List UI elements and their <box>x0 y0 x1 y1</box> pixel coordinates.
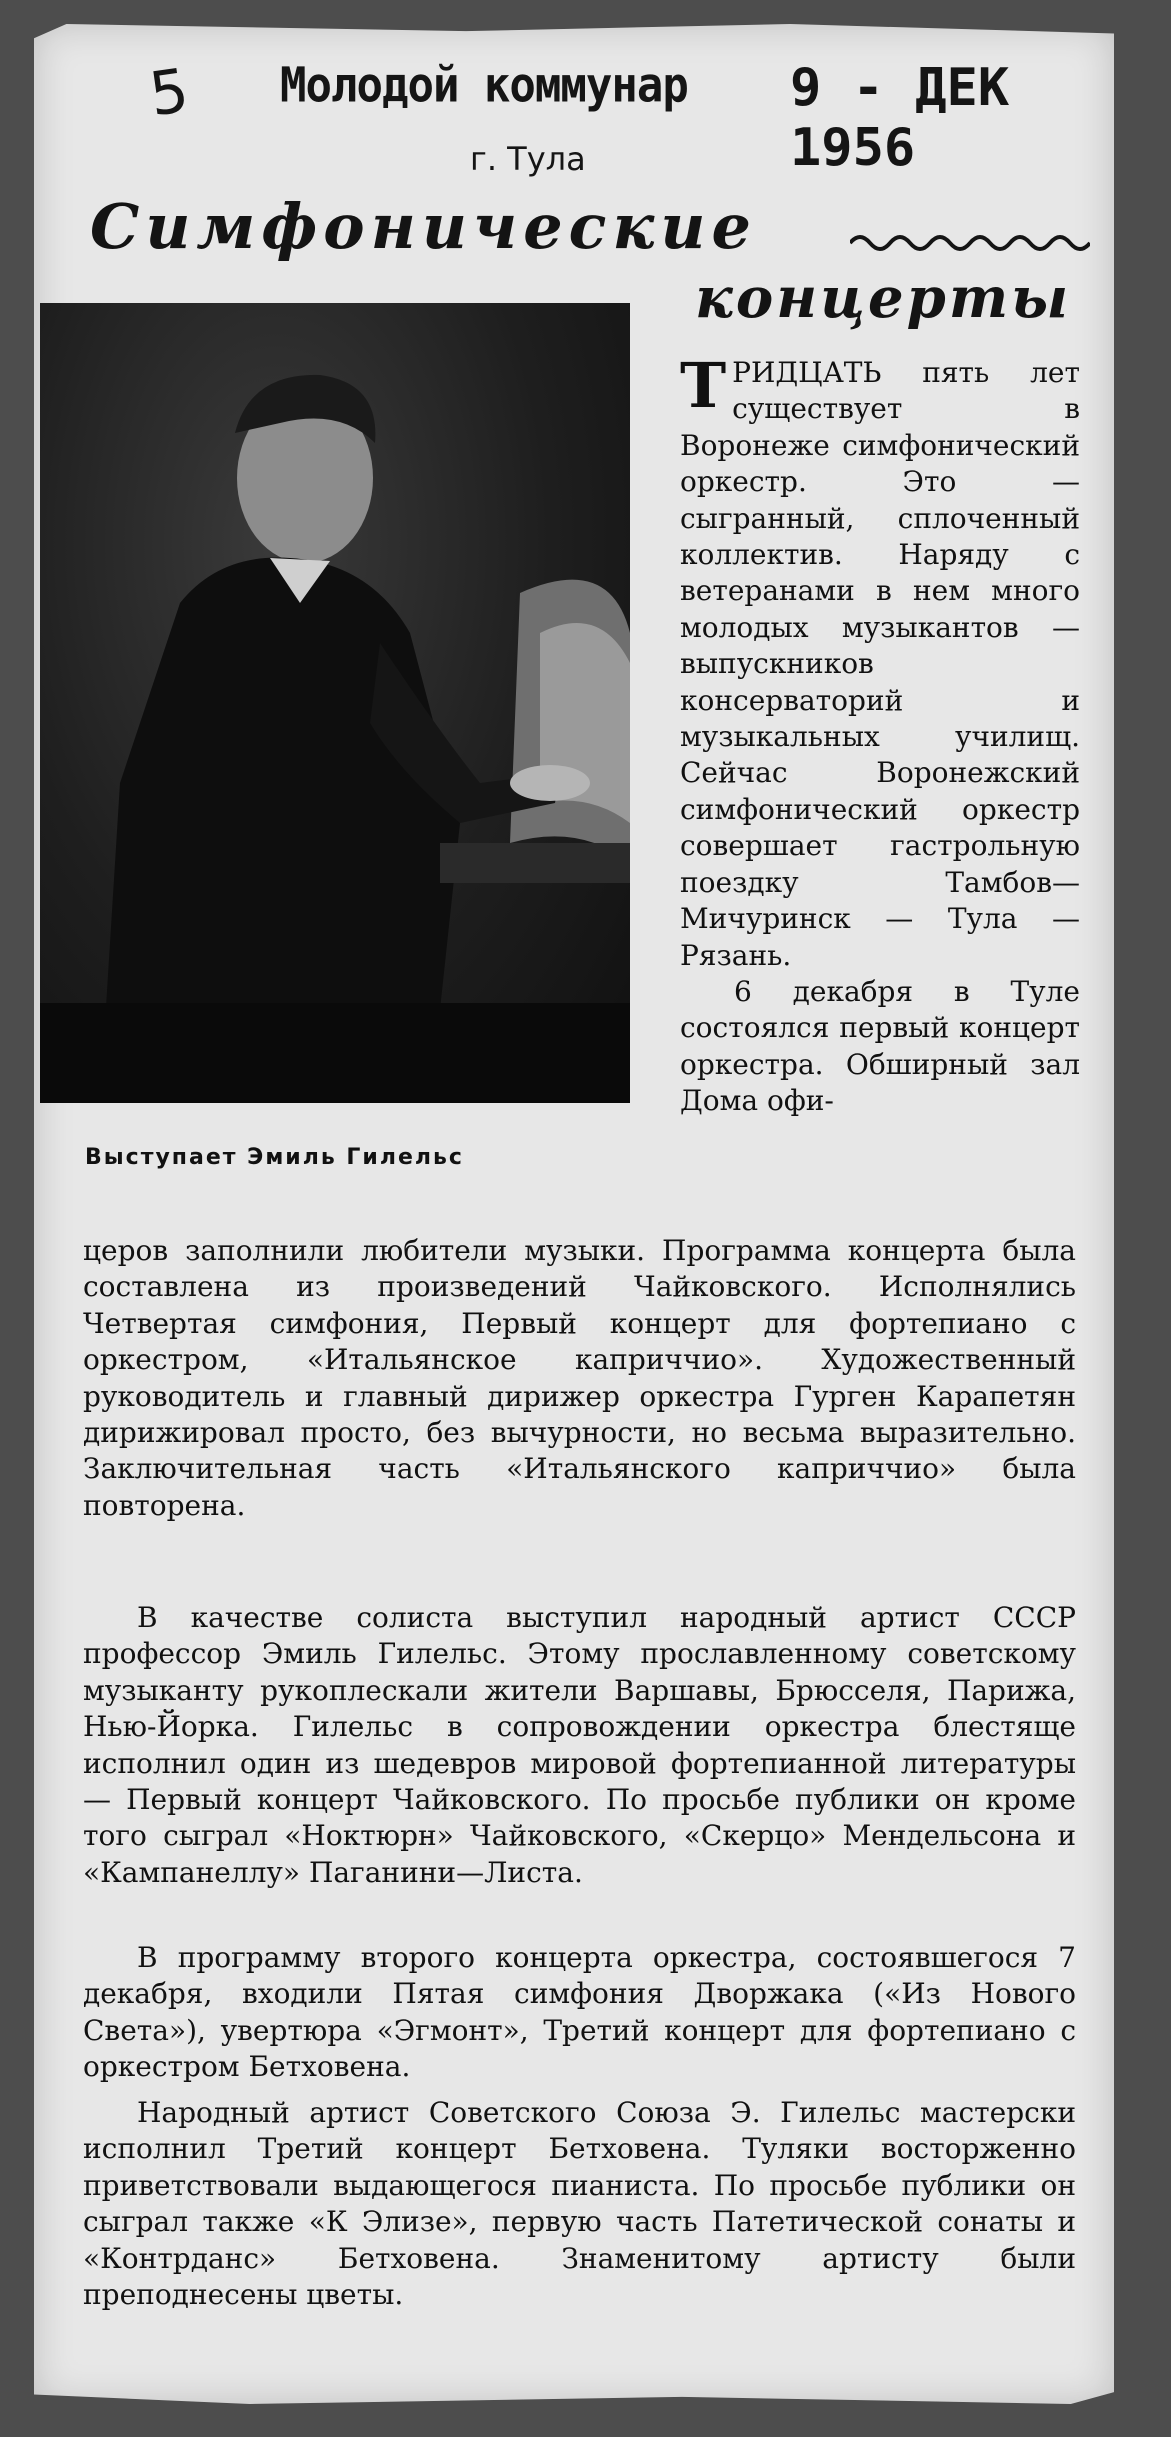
paragraph-2-start: 6 декабря в Туле состоялся первый концерт оркестра. Обширный зал Дома офи- <box>680 974 1080 1118</box>
newspaper-stamp: Молодой коммунар <box>280 57 688 114</box>
decorative-squiggle <box>850 225 1090 255</box>
paragraph-2-continued: церов заполнили любители музыки. Программа концерта была составлена из произведений Чайковского. Исполнялись Четвертая симфония, Первый концерт для фортепиано с оркестром, «Итальянское каприччио». Художественный руководитель и главный дирижер оркестра Гурген Карапетян дирижировал просто, без вычурности, но весьма выразительно. Заключительная часть «Итальянского каприччио» была повторена. <box>83 1234 1076 1522</box>
pianist-photo <box>40 303 630 1103</box>
article-title-line1: Симфонические <box>90 190 757 263</box>
article-paragraph-3 <box>83 1600 1076 1891</box>
paragraph-3: В качестве солиста выступил народный артист СССР профессор Эмиль Гилельс. Этому прославленному советскому музыканту рукоплескали жители Варшавы, Брюсселя, Парижа, Нью-Йорка. Гилельс в сопровождении оркестра блестяще исполнил один из шедевров мировой фортепианной литературы — Первый концерт Чайковского. По просьбе публики он кроме того сыграл «Ноктюрн» Чайковского, «Скерцо» Мендельсона и «Кампанеллу» Паганини—Листа. <box>83 1601 1076 1889</box>
article-paragraph-4 <box>83 1940 1076 2086</box>
article-column-wide <box>83 1233 1076 1524</box>
pianist-illustration <box>40 303 630 1103</box>
article-paragraph-5 <box>83 2095 1076 2313</box>
paragraph-1-text: РИДЦАТЬ пять лет существует в Воронеже симфонический оркестр. Это — сыгранный, сплоченный коллектив. Наряду с ветеранами в нем много молодых музыкантов — выпускников консерваторий и музыкальных училищ. Сейчас Воронежский симфонический оркестр совершает гастрольную поездку Тамбов—Мичуринск — Тула — Рязань. <box>680 356 1080 972</box>
city-stamp: г. Тула <box>470 140 586 178</box>
photo-caption: Выступает Эмиль Гилельс <box>85 1145 464 1170</box>
paragraph-4: В программу второго концерта оркестра, состоявшегося 7 декабря, входили Пятая симфония Дворжака («Из Нового Света»), увертюра «Эгмонт», Третий концерт для фортепиано с оркестром Бетховена. <box>83 1941 1076 2084</box>
date-stamp: 9 - ДЕК 1956 <box>790 58 1010 178</box>
drop-cap: Т <box>680 349 727 422</box>
paragraph-1 <box>680 349 1080 974</box>
paragraph-5: Народный артист Советского Союза Э. Гилельс мастерски исполнил Третий концерт Бетховена. Туляки восторженно приветствовали выдающегося пианиста. По просьбе публики он сыграл также «К Элизе», первую часть Патетической сонаты и «Контрданс» Бетховена. Знаменитому артисту были преподнесены цветы. <box>83 2096 1076 2312</box>
clipping-header <box>130 40 1130 178</box>
page-number: 5 <box>145 55 193 131</box>
article-title-line2: концерты <box>695 265 1072 331</box>
article-column-narrow <box>680 349 1080 1120</box>
